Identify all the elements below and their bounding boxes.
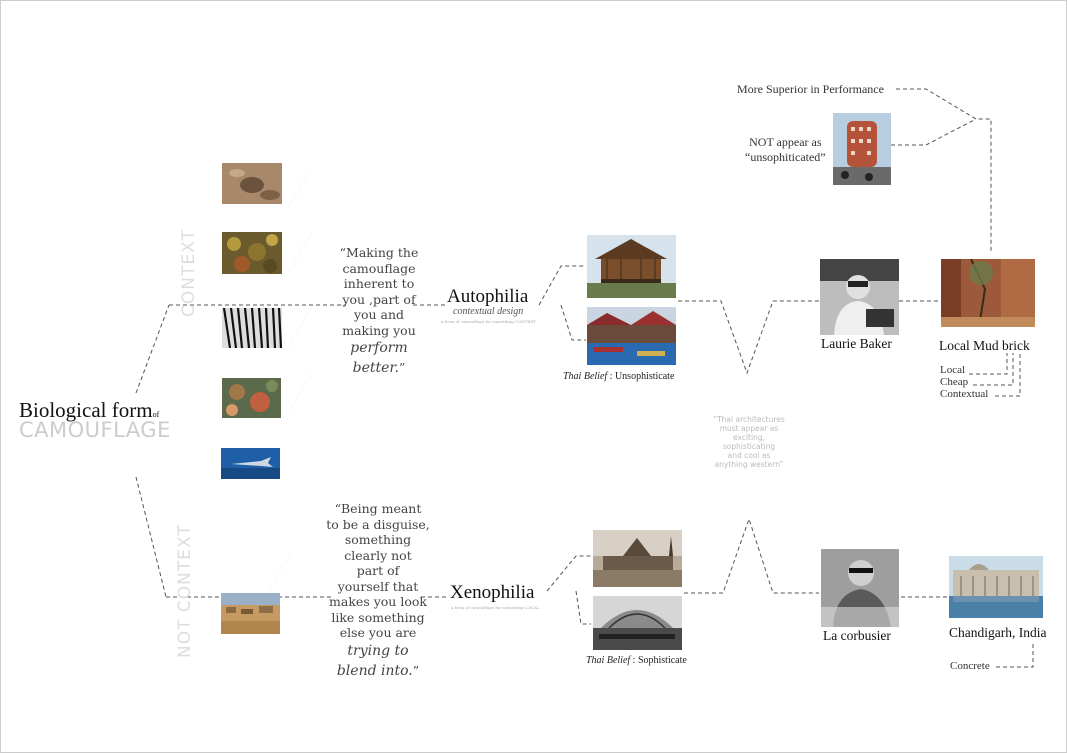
chandigarh-assembly-photo [949, 556, 1043, 618]
chandigarh-quality: Concrete [950, 660, 990, 672]
autophilia-subtitle: contextual design [453, 306, 524, 317]
link-top-performance [896, 89, 991, 251]
la-corbusier-name: La corbusier [823, 628, 891, 643]
note-line: NOT appear as [749, 135, 822, 149]
context-quote [331, 245, 427, 378]
link-autophilia-fork [539, 266, 586, 305]
context-branch-label: CONTEXT [179, 229, 199, 317]
quote-line: part of [356, 563, 400, 578]
thai-wooden-house-photo [587, 235, 676, 298]
link-top-not-appear [891, 119, 976, 145]
quote-line: making you [342, 322, 416, 338]
quote-line: like something [331, 609, 425, 625]
quote-close: ” [412, 662, 420, 678]
faint-annotation: ............................................ [286, 163, 314, 208]
faint-annotation: ............................................ [286, 228, 314, 273]
quality-cheap: Cheap [940, 376, 969, 388]
quote-line: clearly not [344, 547, 412, 563]
quote-line: you ,part of [342, 291, 416, 307]
coral-camouflage-photo [222, 232, 282, 274]
connector-lines [1, 1, 1067, 753]
xenophilia-title: Xenophilia [450, 582, 535, 603]
note-line: exciting, [733, 433, 765, 442]
thai-floating-market-photo [587, 307, 676, 365]
brick-tower-photo [833, 113, 891, 185]
autophilia-title: Autophilia [447, 286, 529, 307]
laurie-baker-portrait [820, 259, 899, 335]
faint-annotation: ............................................ [266, 548, 294, 593]
quote-line: camouflage [342, 260, 416, 276]
thai-belief-prefix: Thai Belief [586, 655, 631, 666]
quote-close: ” [399, 360, 406, 375]
link-autophilia-v [678, 301, 819, 373]
quality-local: Local [940, 364, 966, 376]
thai-belief-prefix: Thai Belief [563, 371, 608, 382]
note-line: “unsophiticated” [745, 150, 826, 164]
xenophilia-footnote: a form of camouflage for something LOCAL [451, 605, 540, 610]
link-root-context [136, 305, 169, 393]
link-xenophilia-fork [547, 556, 591, 591]
quote-emphasis: perform [350, 340, 408, 356]
not-context-quote [323, 501, 433, 681]
hua-lamphong-station-photo [593, 596, 682, 650]
thai-belief-value: Unsophisticate [614, 371, 675, 382]
chandigarh-name: Chandigarh, India [949, 625, 1047, 640]
note-line: “Thai architectures [713, 415, 785, 424]
reef-fish-photo [222, 378, 281, 418]
link-root-not-context [136, 477, 166, 597]
thai-belief-sophisticate: Thai Belief : Sophisticate [586, 655, 687, 666]
quote-line: you and [353, 307, 405, 322]
le-corbusier-portrait [821, 549, 899, 627]
quote-line: “Being meant [334, 501, 422, 516]
quote-line: else you are [339, 625, 417, 640]
thai-belief-value: Sophisticate [637, 655, 687, 666]
quote-line: “Making the [339, 245, 419, 260]
note-line: and cool as [727, 451, 771, 460]
quote-emphasis: trying to [347, 642, 409, 659]
desert-village-photo [221, 593, 280, 634]
quote-line: makes you look [329, 594, 427, 609]
zebra-herd-photo [222, 308, 282, 348]
not-context-branch-label: NOT CONTEXT [175, 524, 195, 658]
title-of-text: of [152, 410, 160, 419]
link-xenophilia-v [684, 519, 819, 593]
local-mud-brick-name: Local Mud brick [939, 338, 1030, 353]
not-appear-unsophisticated [745, 135, 826, 165]
more-superior-performance: More Superior in Performance [737, 82, 884, 96]
mud-brick-courtyard-photo [941, 259, 1035, 327]
note-line: anything western” [714, 460, 784, 469]
laurie-baker-name: Laurie Baker [821, 336, 892, 351]
quote-line: inherent to [343, 276, 415, 291]
quote-line: something [344, 532, 412, 547]
faint-annotation: ............................................ [286, 368, 314, 413]
faint-annotation: ............................................ [286, 303, 314, 348]
quote-line: to be a disguise, [326, 516, 430, 532]
subtitle: CAMOUFLAGE [19, 418, 171, 442]
quote-emphasis: better. [352, 360, 399, 376]
note-line: sophisticating [722, 442, 776, 451]
shark-underwater-photo [221, 448, 280, 479]
title-main-text: Biological form [19, 398, 153, 422]
note-line: must appear as [719, 424, 779, 433]
link-concrete [996, 641, 1033, 667]
quote-emphasis: blend into. [336, 662, 413, 679]
animal-camouflage-photo [222, 163, 282, 204]
thai-belief-unsophisticate: Thai Belief : Unsophisticate [563, 371, 675, 382]
quote-line: yourself that [337, 578, 419, 594]
bangkok-palace-photo [593, 530, 682, 587]
mud-brick-qualities [940, 364, 988, 400]
center-note [704, 415, 794, 469]
quality-contextual: Contextual [940, 388, 989, 400]
autophilia-footnote: a form of camouflage for something CONTEXT [441, 319, 536, 324]
